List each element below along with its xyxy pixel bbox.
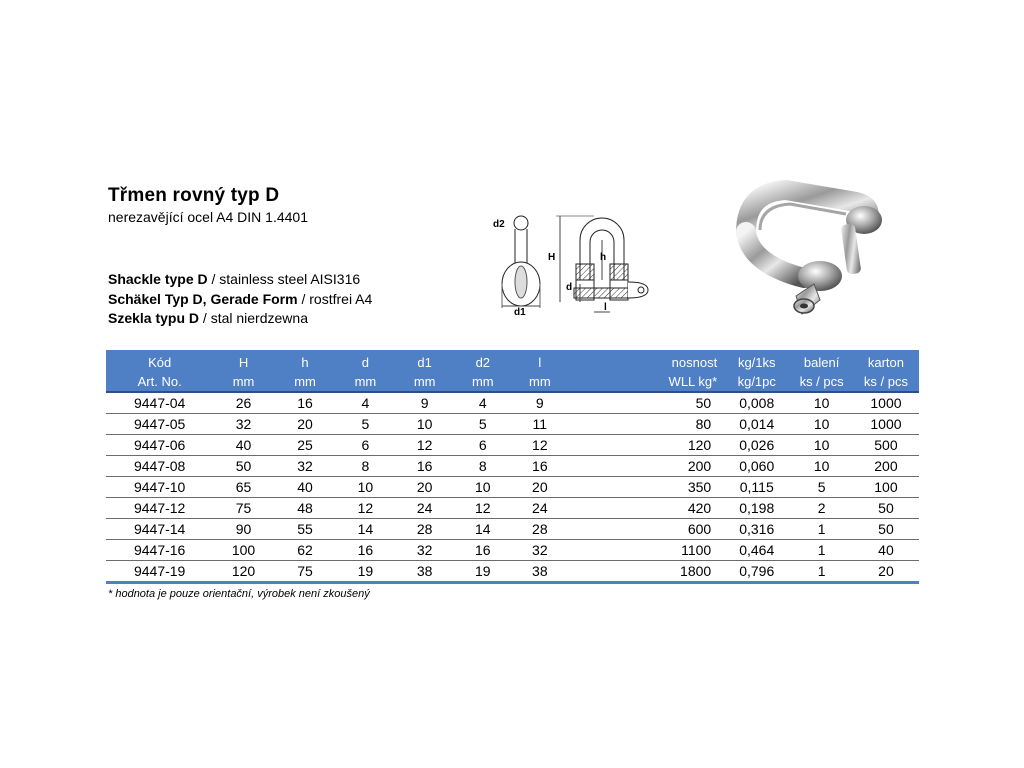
table-cell: 65 — [213, 477, 273, 498]
unit-d: mm — [336, 372, 394, 392]
table-cell: 200 — [853, 456, 919, 477]
table-cell: 0,026 — [723, 435, 790, 456]
table-cell: 32 — [274, 456, 337, 477]
table-cell: 0,464 — [723, 540, 790, 561]
table-cell: 9447-19 — [106, 561, 213, 583]
table-cell: 120 — [213, 561, 273, 583]
header-art-no: Art. No. — [106, 372, 213, 392]
table-row — [106, 561, 919, 583]
side-view-drawing — [502, 216, 540, 308]
table-row — [106, 498, 919, 519]
table-cell: 28 — [394, 519, 454, 540]
table-cell: 40 — [853, 540, 919, 561]
table-row — [106, 392, 919, 414]
table-row — [106, 456, 919, 477]
label-H: H — [548, 252, 556, 263]
unit-d2: mm — [455, 372, 511, 392]
label-h: h — [600, 252, 607, 263]
table-cell: 16 — [336, 540, 394, 561]
table-cell: 0,014 — [723, 414, 790, 435]
table-row — [106, 435, 919, 456]
table-cell: 11 — [511, 414, 569, 435]
table-cell: 0,198 — [723, 498, 790, 519]
header-l: l — [511, 350, 569, 372]
header-kod: Kód — [106, 350, 213, 372]
table-row — [106, 414, 919, 435]
translation-de-material: / rostfrei A4 — [297, 290, 373, 307]
table-cell: 200 — [569, 456, 723, 477]
table-cell: 100 — [213, 540, 273, 561]
table-cell: 19 — [455, 561, 511, 583]
header-nosnost: nosnost — [569, 350, 723, 372]
table-cell: 10 — [394, 414, 454, 435]
table-cell: 19 — [336, 561, 394, 583]
table-cell: 9447-05 — [106, 414, 213, 435]
table-row — [106, 540, 919, 561]
table-cell: 28 — [511, 519, 569, 540]
table-cell: 80 — [569, 414, 723, 435]
table-cell: 50 — [853, 498, 919, 519]
table-cell: 75 — [274, 561, 337, 583]
shackle-photo — [716, 172, 896, 342]
translation-de — [108, 290, 372, 310]
table-cell: 12 — [336, 498, 394, 519]
unit-baleni: ks / pcs — [790, 372, 853, 392]
table-cell: 0,008 — [723, 392, 790, 414]
table-cell: 1100 — [569, 540, 723, 561]
header-d: d — [336, 350, 394, 372]
spec-table — [106, 350, 919, 584]
label-l: l — [604, 302, 607, 313]
table-cell: 9447-16 — [106, 540, 213, 561]
table-cell: 12 — [394, 435, 454, 456]
table-cell: 500 — [853, 435, 919, 456]
table-cell: 10 — [455, 477, 511, 498]
table-cell: 16 — [511, 456, 569, 477]
table-cell: 8 — [455, 456, 511, 477]
table-cell: 0,060 — [723, 456, 790, 477]
table-row — [106, 519, 919, 540]
translation-en-material: / stainless steel AISI316 — [207, 271, 361, 287]
table-cell: 38 — [394, 561, 454, 583]
table-cell: 40 — [213, 435, 273, 456]
table-cell: 2 — [790, 498, 853, 519]
table-cell: 16 — [394, 456, 454, 477]
table-cell: 50 — [853, 519, 919, 540]
table-cell: 5 — [336, 414, 394, 435]
unit-H: mm — [213, 372, 273, 392]
table-cell: 10 — [336, 477, 394, 498]
table-header-row-2 — [106, 372, 919, 392]
table-cell: 9 — [511, 392, 569, 414]
table-cell: 420 — [569, 498, 723, 519]
table-cell: 16 — [455, 540, 511, 561]
header-d1: d1 — [394, 350, 454, 372]
table-cell: 14 — [336, 519, 394, 540]
unit-d1: mm — [394, 372, 454, 392]
table-cell: 75 — [213, 498, 273, 519]
table-cell: 12 — [455, 498, 511, 519]
translation-en — [108, 270, 372, 290]
unit-l: mm — [511, 372, 569, 392]
table-cell: 32 — [511, 540, 569, 561]
translation-de-name: Schäkel Typ D, Gerade Form — [108, 290, 298, 307]
table-cell: 14 — [455, 519, 511, 540]
table-cell: 9447-08 — [106, 456, 213, 477]
unit-h: mm — [274, 372, 337, 392]
unit-wll: WLL kg* — [569, 372, 723, 392]
translation-pl — [108, 309, 372, 329]
page-title: Třmen rovný typ D — [108, 185, 280, 206]
table-cell: 9447-10 — [106, 477, 213, 498]
header-h: h — [274, 350, 337, 372]
translation-pl-name: Szekla typu D — [108, 310, 200, 326]
header-d2: d2 — [455, 350, 511, 372]
shackle-dimension-diagram — [488, 210, 668, 320]
table-cell: 10 — [790, 435, 853, 456]
table-cell: 24 — [394, 498, 454, 519]
table-cell: 55 — [274, 519, 337, 540]
table-cell: 1 — [790, 540, 853, 561]
table-cell: 9 — [394, 392, 454, 414]
header-baleni: balení — [790, 350, 853, 372]
label-d: d — [566, 282, 573, 293]
table-cell: 50 — [569, 392, 723, 414]
table-cell: 10 — [790, 392, 853, 414]
header-H: H — [213, 350, 273, 372]
table-cell: 16 — [274, 392, 337, 414]
table-cell: 25 — [274, 435, 337, 456]
table-cell: 8 — [336, 456, 394, 477]
unit-karton: ks / pcs — [853, 372, 919, 392]
unit-weight: kg/1pc — [723, 372, 790, 392]
table-cell: 20 — [274, 414, 337, 435]
table-cell: 5 — [455, 414, 511, 435]
table-cell: 4 — [455, 392, 511, 414]
translations — [108, 270, 372, 329]
label-d1: d1 — [514, 307, 526, 318]
table-cell: 20 — [394, 477, 454, 498]
table-cell: 50 — [213, 456, 273, 477]
table-header-row-1 — [106, 350, 919, 372]
table-cell: 0,316 — [723, 519, 790, 540]
table-cell: 6 — [336, 435, 394, 456]
table-cell: 20 — [853, 561, 919, 583]
table-cell: 38 — [511, 561, 569, 583]
page-subtitle: nerezavějící ocel A4 DIN 1.4401 — [108, 209, 309, 225]
table-cell: 6 — [455, 435, 511, 456]
table-cell: 62 — [274, 540, 337, 561]
header-karton: karton — [853, 350, 919, 372]
table-cell: 5 — [790, 477, 853, 498]
table-cell: 100 — [853, 477, 919, 498]
table-cell: 26 — [213, 392, 273, 414]
header-weight: kg/1ks — [723, 350, 790, 372]
table-cell: 120 — [569, 435, 723, 456]
table-cell: 24 — [511, 498, 569, 519]
table-cell: 12 — [511, 435, 569, 456]
front-view-drawing — [556, 216, 648, 312]
table-cell: 9447-12 — [106, 498, 213, 519]
table-cell: 1800 — [569, 561, 723, 583]
table-cell: 9447-04 — [106, 392, 213, 414]
table-cell: 350 — [569, 477, 723, 498]
table-cell: 48 — [274, 498, 337, 519]
table-cell: 9447-06 — [106, 435, 213, 456]
translation-pl-material: / stal nierdzewna — [199, 310, 308, 326]
table-cell: 20 — [511, 477, 569, 498]
table-cell: 40 — [274, 477, 337, 498]
translation-en-name: Shackle type D — [108, 271, 208, 287]
table-cell: 32 — [394, 540, 454, 561]
table-cell: 600 — [569, 519, 723, 540]
table-cell: 0,115 — [723, 477, 790, 498]
label-d2: d2 — [493, 219, 505, 230]
table-cell: 1 — [790, 519, 853, 540]
table-cell: 1000 — [853, 414, 919, 435]
table-cell: 10 — [790, 414, 853, 435]
table-cell: 1000 — [853, 392, 919, 414]
table-cell: 10 — [790, 456, 853, 477]
table-cell: 4 — [336, 392, 394, 414]
footnote: * hodnota je pouze orientační, výrobek není zkoušený — [108, 588, 370, 600]
table-row — [106, 477, 919, 498]
table-cell: 90 — [213, 519, 273, 540]
table-cell: 32 — [213, 414, 273, 435]
table-cell: 1 — [790, 561, 853, 583]
table-cell: 0,796 — [723, 561, 790, 583]
table-cell: 9447-14 — [106, 519, 213, 540]
